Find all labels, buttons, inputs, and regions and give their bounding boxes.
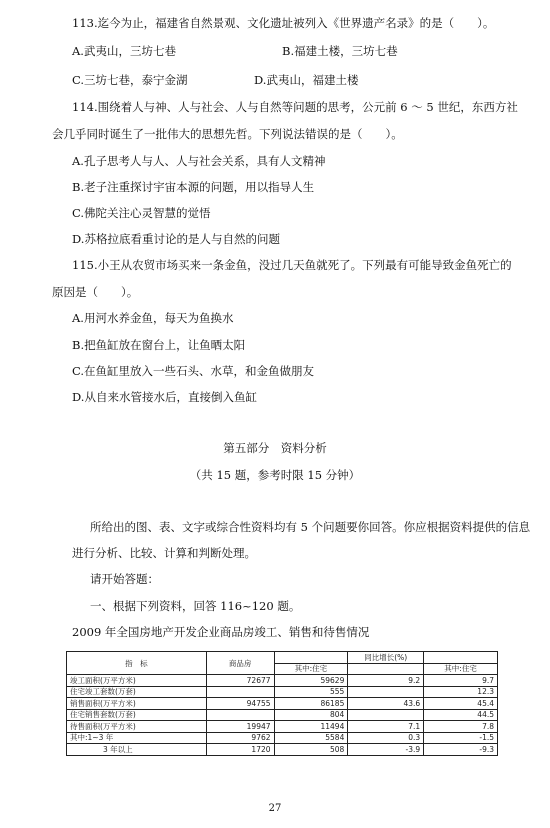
cell: 9762 bbox=[206, 732, 274, 744]
table-row bbox=[67, 721, 498, 733]
row-label: 3 年以上 bbox=[67, 744, 207, 756]
table-row bbox=[67, 744, 498, 756]
cell: 7.1 bbox=[348, 721, 424, 733]
row-label: 待售面积(万平方米) bbox=[67, 721, 207, 733]
section-subtitle: （共 15 题，参考时限 15 分钟） bbox=[189, 468, 361, 482]
cell: 59629 bbox=[274, 675, 348, 687]
cell: -1.5 bbox=[424, 732, 498, 744]
cell: 0.3 bbox=[348, 732, 424, 744]
section-start: 请开始答题： bbox=[90, 572, 159, 586]
data-table bbox=[66, 651, 498, 756]
header-growth: 同比增长(%) bbox=[348, 652, 424, 664]
cell: 86185 bbox=[274, 698, 348, 710]
q115-option-c: C.在鱼缸里放入一些石头、水草，和金鱼做朋友 bbox=[72, 364, 315, 378]
cell: 9.7 bbox=[424, 675, 498, 687]
section-intro-line2: 进行分析、比较、计算和判断处理。 bbox=[72, 546, 256, 560]
row-label: 其中:1~3 年 bbox=[67, 732, 207, 744]
row-label: 竣工面积(万平方米) bbox=[67, 675, 207, 687]
q113-option-b: B.福建土楼，三坊七巷 bbox=[282, 44, 398, 58]
cell: 45.4 bbox=[424, 698, 498, 710]
q114-option-d: D.苏格拉底看重讨论的是人与自然的问题 bbox=[72, 232, 280, 246]
q113-option-a: A.武夷山，三坊七巷 bbox=[72, 44, 176, 58]
header-indicator: 指 标 bbox=[67, 652, 207, 675]
cell: 804 bbox=[274, 709, 348, 721]
row-label: 住宅销售套数(万套) bbox=[67, 709, 207, 721]
q114-stem-line2: 会几乎同时诞生了一批伟大的思想先哲。下列说法错误的是（ ）。 bbox=[52, 127, 403, 141]
cell: 12.3 bbox=[424, 686, 498, 698]
q115-stem-line1: 115.小王从农贸市场买来一条金鱼，没过几天鱼就死了。下列最有可能导致金鱼死亡的 bbox=[72, 258, 512, 272]
cell: 5584 bbox=[274, 732, 348, 744]
section-intro-line1: 所给出的图、表、文字或综合性资料均有 5 个问题要你回答。你应根据资料提供的信息 bbox=[90, 520, 531, 534]
q115-option-a: A.用河水养金鱼，每天为鱼换水 bbox=[72, 311, 234, 325]
table-title: 2009 年全国房地产开发企业商品房竣工、销售和待售情况 bbox=[72, 625, 370, 639]
header-blank2 bbox=[424, 652, 498, 664]
cell: 508 bbox=[274, 744, 348, 756]
q113-option-d: D.武夷山，福建土楼 bbox=[254, 73, 359, 87]
table-row bbox=[67, 698, 498, 710]
table-row bbox=[67, 732, 498, 744]
cell: 19947 bbox=[206, 721, 274, 733]
cell: -3.9 bbox=[348, 744, 424, 756]
cell: -9.3 bbox=[424, 744, 498, 756]
table-row bbox=[67, 675, 498, 687]
subheader-residential: 其中:住宅 bbox=[274, 663, 348, 675]
cell: 94755 bbox=[206, 698, 274, 710]
subheader-residential-growth: 其中:住宅 bbox=[424, 663, 498, 675]
table-header-row bbox=[67, 652, 498, 664]
cell bbox=[206, 686, 274, 698]
cell: 11494 bbox=[274, 721, 348, 733]
row-label: 住宅竣工套数(万套) bbox=[67, 686, 207, 698]
table-row bbox=[67, 709, 498, 721]
cell bbox=[206, 709, 274, 721]
cell: 72677 bbox=[206, 675, 274, 687]
header-blank bbox=[274, 652, 348, 664]
q115-option-d: D.从自来水管接水后，直接倒入鱼缸 bbox=[72, 390, 257, 404]
q113-stem: 113.迄今为止，福建省自然景观、文化遗址被列入《世界遗产名录》的是（ ）。 bbox=[72, 16, 495, 30]
cell bbox=[348, 686, 424, 698]
cell bbox=[348, 709, 424, 721]
page-number: 27 bbox=[268, 803, 282, 814]
part1-heading: 一、根据下列资料，回答 116~120 题。 bbox=[90, 599, 301, 613]
subheader-blank bbox=[348, 663, 424, 675]
row-label: 销售面积(万平方米) bbox=[67, 698, 207, 710]
cell: 555 bbox=[274, 686, 348, 698]
q114-stem-line1: 114.围绕着人与神、人与社会、人与自然等问题的思考，公元前 6 ～ 5 世纪，东西方社 bbox=[72, 100, 518, 114]
table-row bbox=[67, 686, 498, 698]
q114-option-b: B.老子注重探讨宇宙本源的问题，用以指导人生 bbox=[72, 180, 315, 194]
cell: 43.6 bbox=[348, 698, 424, 710]
q113-option-c: C.三坊七巷，泰宁金湖 bbox=[72, 73, 188, 87]
q114-option-a: A.孔子思考人与人、人与社会关系，具有人文精神 bbox=[72, 154, 326, 168]
cell: 1720 bbox=[206, 744, 274, 756]
cell: 7.8 bbox=[424, 721, 498, 733]
section-title: 第五部分 资料分析 bbox=[223, 441, 327, 455]
cell: 9.2 bbox=[348, 675, 424, 687]
q115-option-b: B.把鱼缸放在窗台上，让鱼晒太阳 bbox=[72, 338, 246, 352]
q115-stem-line2: 原因是（ ）。 bbox=[52, 285, 139, 299]
cell: 44.5 bbox=[424, 709, 498, 721]
header-commodity: 商品房 bbox=[206, 652, 274, 675]
q114-option-c: C.佛陀关注心灵智慧的觉悟 bbox=[72, 206, 211, 220]
